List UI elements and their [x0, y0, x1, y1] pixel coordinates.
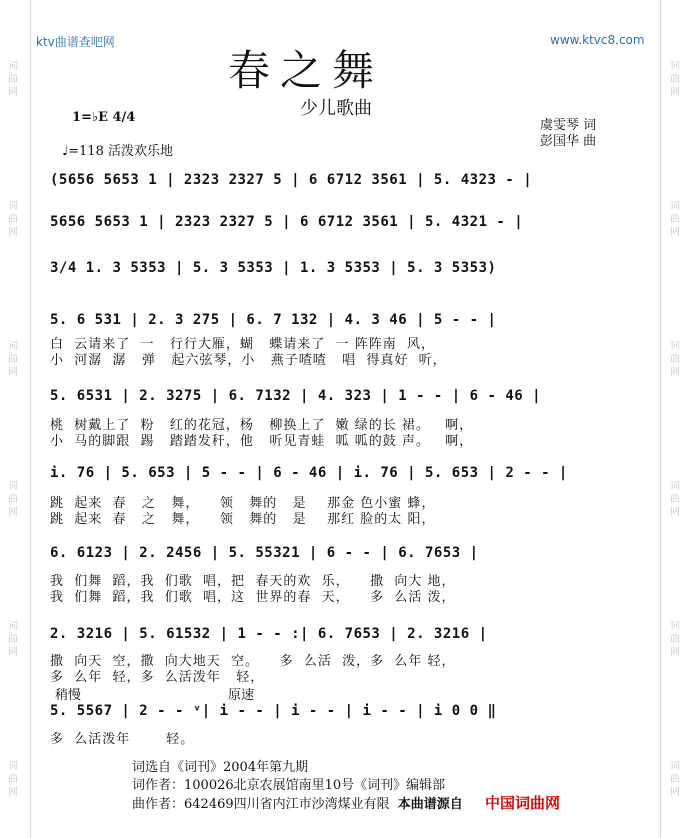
staff-line-3: 3/4 1. 3 5353 | 5. 3 5353 | 1. 3 5353 | 5. 3 5353) — [50, 260, 497, 276]
brand-name[interactable]: 中国词曲网 — [484, 794, 560, 812]
lyric-line-7: 我 们舞 蹈，我 们歌 唱，把 春天的欢 乐， 撒 向大 地， — [50, 574, 456, 589]
left-border — [30, 0, 31, 838]
composer-address-text: 曲作者：642469四川省内江市沙湾煤业有限 — [132, 797, 390, 812]
lyric-line-4: 小 马的脚跟 踢 踏踏发秆，他 听见青蛙 呱 呱的鼓 声。 啊， — [50, 434, 474, 449]
staff-line-5: 5. 6531 | 2. 3275 | 6. 7132 | 4. 323 | 1 - - | 6 - 46 | — [50, 388, 542, 404]
staff-line-7: 6. 6123 | 2. 2456 | 5. 55321 | 6 - - | 6. 7653 | — [50, 545, 479, 561]
lyricist-credit: 虞雯琴 词 — [540, 118, 597, 133]
watermark-left-4: 词曲网 — [8, 481, 18, 518]
tempo-slow-mark: 稍慢 — [55, 688, 82, 703]
composer-address — [132, 792, 560, 813]
watermark-left-6: 词曲网 — [8, 761, 18, 798]
watermark-left-1: 词曲网 — [8, 61, 18, 98]
watermark-left-3: 词曲网 — [8, 341, 18, 378]
lyric-line-2: 小 河潺 潺 弹 起六弦琴，小 燕子喳喳 唱 得真好 听， — [50, 353, 447, 368]
site-name-left[interactable]: ktv曲谱查吧网 — [36, 35, 115, 49]
lyric-line-10: 多 么年 轻，多 么活泼年 轻， — [50, 670, 265, 685]
composer-credit: 彭国华 曲 — [540, 134, 597, 149]
lyric-line-6: 跳 起来 春 之 舞， 领 舞的 是 那红 脸的太 阳， — [50, 512, 436, 527]
staff-line-9: 5. 5567 | 2 - - ᵛ| i - - | i - - | i - - | i 0 0 ‖ — [50, 703, 497, 719]
staff-line-6: i. 76 | 5. 653 | 5 - - | 6 - 46 | i. 76 | 5. 653 | 2 - - | — [50, 465, 568, 481]
song-subtitle: 少儿歌曲 — [300, 98, 372, 119]
source-note: 词选自《词刊》2004年第九期 — [132, 760, 309, 775]
right-border — [660, 0, 661, 838]
tempo-original-mark: 原速 — [228, 688, 255, 703]
lyric-line-1: 白 云请来了 一 行行大雁，蝴 蝶请来了 一 阵阵南 风， — [50, 337, 435, 352]
staff-line-1: (5656 5653 1 | 2323 2327 5 | 6 6712 3561 | 5. 4323 - | — [50, 172, 533, 188]
lyricist-address: 词作者：100026北京农展馆南里10号《词刊》编辑部 — [132, 778, 446, 793]
staff-line-8: 2. 3216 | 5. 61532 | 1 - - :| 6. 7653 | 2. 3216 | — [50, 626, 488, 642]
tempo-marking: ♩=118 活泼欢乐地 — [62, 144, 173, 159]
song-title: 春之舞 — [228, 46, 385, 95]
lyric-line-5: 跳 起来 春 之 舞， 领 舞的 是 那金 色小蜜 蜂， — [50, 496, 436, 511]
watermark-right-5: 词曲网 — [670, 621, 680, 658]
watermark-right-1: 词曲网 — [670, 61, 680, 98]
watermark-right-4: 词曲网 — [670, 481, 680, 518]
watermark-left-2: 词曲网 — [8, 201, 18, 238]
staff-line-2: 5656 5653 1 | 2323 2327 5 | 6 6712 3561 | 5. 4321 - | — [50, 214, 524, 230]
watermark-right-6: 词曲网 — [670, 761, 680, 798]
staff-line-4: 5. 6 531 | 2. 3 275 | 6. 7 132 | 4. 3 46 | 5 - - | — [50, 312, 497, 328]
watermark-left-5: 词曲网 — [8, 621, 18, 658]
site-url-right[interactable]: www.ktvc8.com — [550, 33, 645, 47]
watermark-right-3: 词曲网 — [670, 341, 680, 378]
lyric-line-8: 我 们舞 蹈，我 们歌 唱，这 世界的春 天， 多 么活 泼， — [50, 590, 456, 605]
key-signature: 1=♭E 4/4 — [72, 110, 136, 125]
lyric-line-11: 多 么活泼年 轻。 — [50, 732, 195, 747]
lyric-line-9: 撒 向天 空，撒 向大地天 空。 多 么活 泼，多 么年 轻， — [50, 654, 456, 669]
lyric-line-3: 桃 树戴上了 粉 红的花冠，杨 柳换上了 嫩 绿的长 裙。 啊， — [50, 418, 474, 433]
source-label: 本曲谱源自 — [397, 797, 463, 812]
watermark-right-2: 词曲网 — [670, 201, 680, 238]
